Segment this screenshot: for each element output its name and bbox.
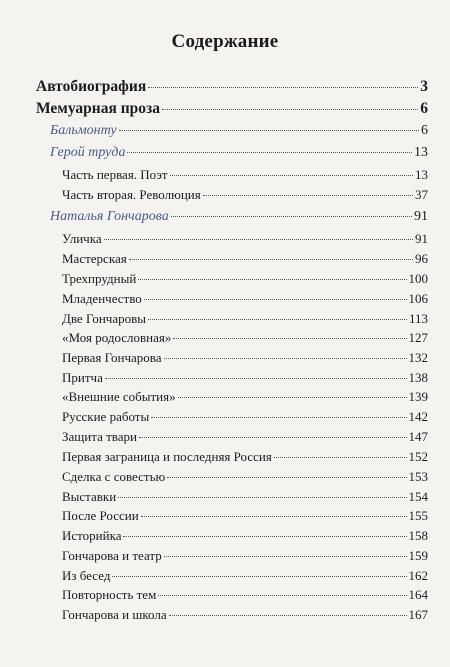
dot-leader (129, 259, 413, 260)
dot-leader (203, 195, 413, 196)
dot-leader (127, 152, 412, 153)
toc-entry-page-number: 100 (408, 271, 428, 286)
dot-leader (158, 595, 406, 596)
toc-entry-page-number: 142 (408, 409, 428, 424)
toc-entry-page-number: 132 (408, 350, 428, 365)
toc-entry-page-number: 127 (408, 330, 428, 345)
toc-entry-page-number: 13 (415, 167, 428, 182)
toc-entry (62, 528, 428, 544)
toc-entry-page-number: 13 (414, 145, 428, 160)
toc-entry-title: Часть вторая. Революция (62, 187, 201, 202)
toc-entry-page-number: 152 (408, 449, 428, 464)
toc-entry-page-number: 91 (414, 209, 428, 224)
toc-entry-page-number: 6 (420, 100, 428, 117)
dot-leader (170, 175, 413, 176)
toc-entry (62, 548, 428, 564)
toc-entry-title: Первая Гончарова (62, 350, 162, 365)
toc-entry-page-number: 96 (415, 251, 428, 266)
toc-entry-title: Повторность тем (62, 587, 157, 602)
dot-leader (119, 130, 419, 131)
dot-leader (178, 397, 407, 398)
toc-entry-page-number: 155 (408, 508, 428, 523)
dot-leader (104, 239, 413, 240)
toc-entry-title: Выставки (62, 489, 117, 504)
toc-entry-title: Автобиография (36, 78, 147, 95)
toc-entry-page-number: 3 (420, 78, 428, 95)
toc-entry-page-number: 106 (408, 291, 428, 306)
toc-entry (62, 587, 428, 603)
dot-leader (144, 299, 407, 300)
dot-leader (164, 358, 407, 359)
toc-entry (62, 167, 428, 183)
dot-leader (173, 338, 406, 339)
toc-entry (62, 370, 428, 386)
page-title: Содержание (171, 31, 279, 52)
toc-entry (62, 311, 428, 327)
toc-entry-page-number: 164 (408, 587, 428, 602)
toc-entry-title: Две Гончаровы (62, 311, 146, 326)
toc-entry-page-number: 162 (408, 568, 428, 583)
dot-leader (274, 457, 407, 458)
dot-leader (123, 536, 406, 537)
toc-entry (36, 100, 428, 118)
toc-entry-title: Гончарова и театр (62, 548, 162, 563)
toc-entry-title: Притча (62, 370, 103, 385)
toc-entry (62, 449, 428, 465)
toc-entry-title: «Моя родословная» (62, 330, 172, 345)
toc-entry-page-number: 159 (408, 548, 428, 563)
toc-entry-page-number: 37 (415, 187, 428, 202)
toc-entry (62, 568, 428, 584)
toc-entry (62, 251, 428, 267)
toc-entry-title: Часть первая. Поэт (62, 167, 168, 182)
dot-leader (138, 279, 406, 280)
dot-leader (112, 576, 406, 577)
dot-leader (171, 216, 412, 217)
toc-entry-title: «Внешние события» (62, 389, 176, 404)
dot-leader (164, 556, 407, 557)
toc-entry-title: Первая заграница и последняя Россия (62, 449, 272, 464)
toc-entry (62, 469, 428, 485)
toc-entry-page-number: 6 (421, 123, 428, 138)
dot-leader (148, 87, 418, 88)
toc-entry (62, 350, 428, 366)
toc-entry-page-number: 91 (415, 231, 428, 246)
toc-entry (62, 291, 428, 307)
toc-entry (62, 607, 428, 623)
toc-entry-title: Мастерская (62, 251, 127, 266)
toc-entry-title: Герой труда (50, 145, 126, 160)
toc-entry (50, 123, 428, 139)
toc-entry (50, 145, 428, 161)
toc-entry-page-number: 138 (408, 370, 428, 385)
toc-entry-page-number: 167 (408, 607, 428, 622)
toc-entry (62, 508, 428, 524)
toc-entry-title: Бальмонту (50, 123, 117, 138)
toc-entry-title: Защита твари (62, 429, 137, 444)
toc-entry-title: Гончарова и школа (62, 607, 167, 622)
toc-entry-page-number: 154 (408, 489, 428, 504)
toc-entry-title: Мемуарная проза (36, 100, 160, 117)
toc-entry-title: Уличка (62, 231, 102, 246)
toc-entry (36, 78, 428, 96)
toc-entry-page-number: 147 (408, 429, 428, 444)
toc-entry-page-number: 153 (408, 469, 428, 484)
toc-entry (62, 330, 428, 346)
toc-entry-page-number: 158 (408, 528, 428, 543)
toc-entry-title: Младенчество (62, 291, 142, 306)
toc-entry (62, 429, 428, 445)
dot-leader (151, 417, 406, 418)
dot-leader (141, 516, 407, 517)
toc-entry-page-number: 113 (408, 311, 428, 326)
dot-leader (105, 378, 407, 379)
toc-entry (62, 231, 428, 247)
toc-entry-title: Сделка с совестью (62, 469, 166, 484)
toc-entry-title: Историйка (62, 528, 122, 543)
toc-entry (62, 271, 428, 287)
toc-entry-title: Из бесед (62, 568, 111, 583)
dot-leader (167, 477, 406, 478)
toc-entry (62, 187, 428, 203)
toc-entry (62, 489, 428, 505)
dot-leader (139, 437, 407, 438)
toc-entry-title: После России (62, 508, 139, 523)
dot-leader (162, 109, 418, 110)
dot-leader (118, 497, 406, 498)
toc-entry (62, 389, 428, 405)
toc-entry (50, 209, 428, 225)
toc-entry-title: Наталья Гончарова (50, 209, 169, 224)
toc-entry-title: Трехпрудный (62, 271, 137, 286)
dot-leader (148, 319, 407, 320)
toc-entry (62, 409, 428, 425)
toc-entry-page-number: 139 (408, 389, 428, 404)
dot-leader (169, 615, 407, 616)
toc-entry-title: Русские работы (62, 409, 150, 424)
